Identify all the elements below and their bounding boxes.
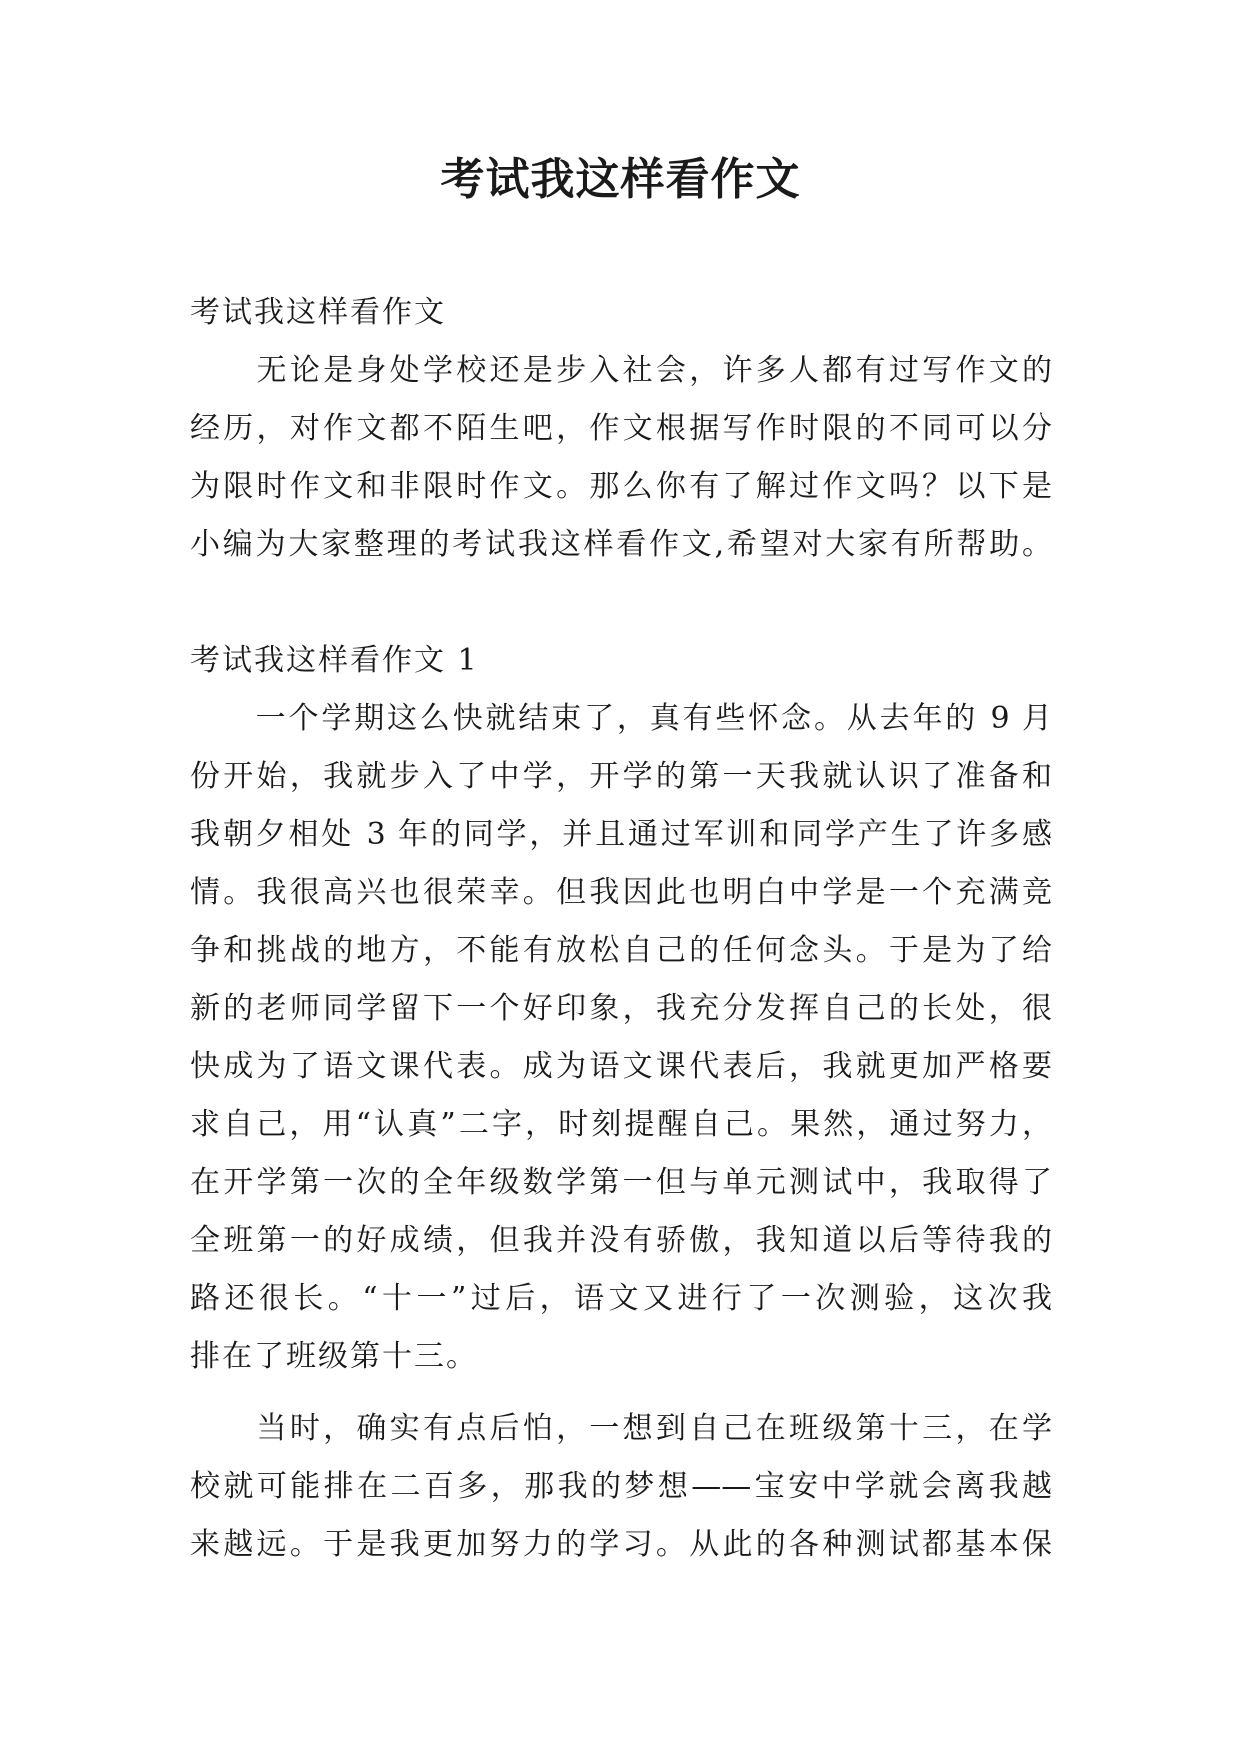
text-line: 校就可能排在二百多，那我的梦想——宝安中学就会离我越 xyxy=(190,1469,1052,1504)
spacer xyxy=(190,1386,1052,1400)
intro-heading: 考试我这样看作文 xyxy=(190,295,446,330)
section1-paragraph-2 xyxy=(190,1400,1052,1574)
spacer xyxy=(190,574,1052,632)
text-line: 小编为大家整理的考试我这样看作文,希望对大家有所帮助。 xyxy=(190,527,1052,562)
text-line: 当时，确实有点后怕，一想到自己在班级第十三，在学 xyxy=(190,1411,1052,1446)
text-line: 争和挑战的地方，不能有放松自己的任何念头。于是为了给 xyxy=(190,933,1052,968)
text-line: 来越远。于是我更加努力的学习。从此的各种测试都基本保 xyxy=(190,1527,1052,1562)
text-line: 全班第一的好成绩，但我并没有骄傲，我知道以后等待我的 xyxy=(190,1223,1052,1258)
section1-heading: 考试我这样看作文 1 xyxy=(190,643,479,678)
text-line: 份开始，我就步入了中学，开学的第一天我就认识了准备和 xyxy=(190,759,1052,794)
text-line: 为限时作文和非限时作文。那么你有了解过作文吗？以下是 xyxy=(190,469,1052,504)
text-line: 无论是身处学校还是步入社会，许多人都有过写作文的 xyxy=(190,353,1052,388)
text-line: 排在了班级第十三。 xyxy=(190,1339,478,1374)
intro-paragraph xyxy=(190,342,1052,574)
text-line: 情。我很高兴也很荣幸。但我因此也明白中学是一个充满竞 xyxy=(190,875,1052,910)
section1-paragraph-1 xyxy=(190,690,1052,1386)
text-line: 新的老师同学留下一个好印象，我充分发挥自己的长处，很 xyxy=(190,991,1052,1026)
text-line: 快成为了语文课代表。成为语文课代表后，我就更加严格要 xyxy=(190,1049,1052,1084)
text-line: 我朝夕相处 3 年的同学，并且通过军训和同学产生了许多感 xyxy=(190,817,1052,852)
text-line: 一个学期这么快就结束了，真有些怀念。从去年的 9 月 xyxy=(190,701,1052,736)
text-line: 路还很长。“十一”过后，语文又进行了一次测验，这次我 xyxy=(190,1281,1052,1316)
text-line: 经历，对作文都不陌生吧，作文根据写作时限的不同可以分 xyxy=(190,411,1052,446)
document-body xyxy=(190,284,1052,1574)
text-line: 在开学第一次的全年级数学第一但与单元测试中，我取得了 xyxy=(190,1165,1052,1200)
text-line: 求自己，用“认真”二字，时刻提醒自己。果然，通过努力， xyxy=(190,1107,1052,1142)
document-title: 考试我这样看作文 xyxy=(440,154,801,205)
